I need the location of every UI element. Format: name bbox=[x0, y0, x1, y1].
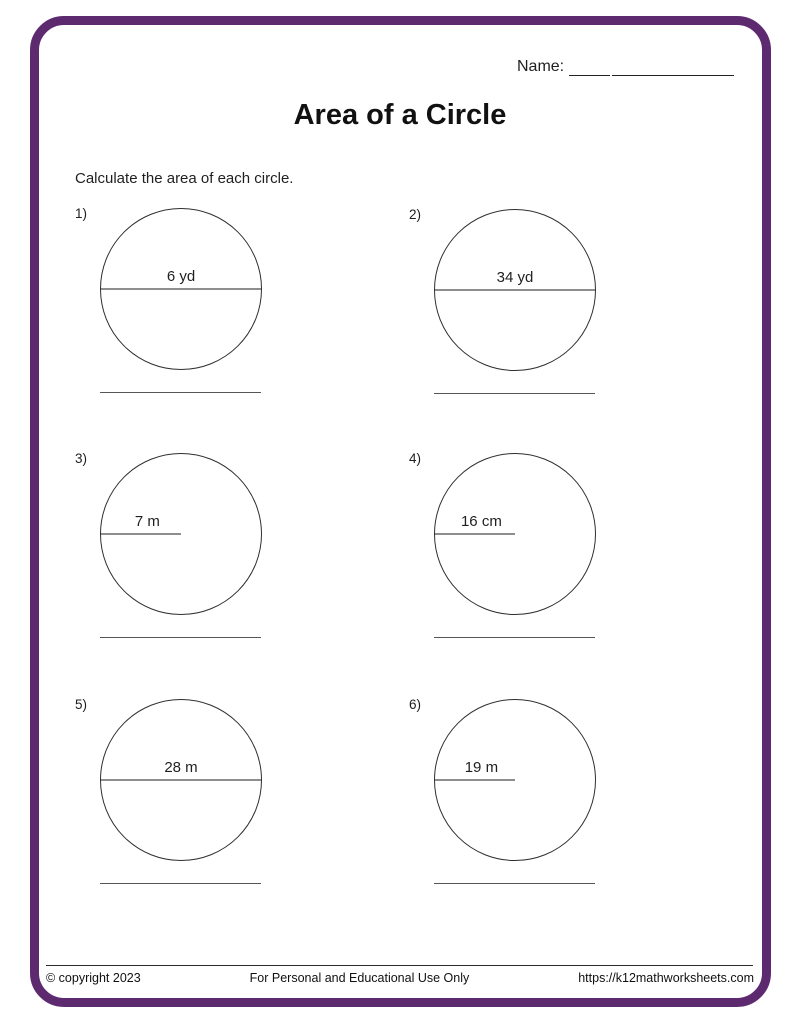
diameter-line bbox=[435, 290, 595, 291]
problem-number: 6) bbox=[409, 697, 422, 712]
problem-1 bbox=[75, 205, 275, 400]
answer-blank-line bbox=[100, 883, 261, 884]
name-field bbox=[517, 58, 734, 76]
name-blank-line bbox=[612, 58, 734, 76]
answer-blank-line bbox=[434, 393, 595, 394]
radius-line bbox=[435, 534, 515, 535]
problem-number: 3) bbox=[75, 451, 88, 466]
answer-blank-line bbox=[100, 637, 261, 638]
problem-4 bbox=[409, 450, 609, 645]
problem-number: 4) bbox=[409, 451, 422, 466]
circle-shape bbox=[100, 208, 262, 370]
problem-6 bbox=[409, 696, 609, 891]
problem-number: 1) bbox=[75, 206, 88, 221]
problem-5 bbox=[75, 696, 275, 891]
footer-separator bbox=[46, 965, 753, 966]
name-blank-line bbox=[569, 58, 610, 76]
name-label: Name: bbox=[517, 58, 565, 75]
page-title: Area of a Circle bbox=[293, 99, 507, 131]
circle-shape bbox=[100, 453, 262, 615]
diameter-line bbox=[101, 289, 261, 290]
circle-shape bbox=[434, 209, 596, 371]
measurement-label: 19 m bbox=[464, 759, 499, 776]
instruction-text: Calculate the area of each circle. bbox=[75, 170, 294, 187]
problem-number: 5) bbox=[75, 697, 88, 712]
problem-number: 2) bbox=[409, 207, 422, 222]
measurement-label: 16 cm bbox=[460, 513, 502, 530]
diameter-line bbox=[101, 780, 261, 781]
circle-shape bbox=[434, 699, 596, 861]
footer bbox=[46, 971, 754, 985]
answer-blank-line bbox=[434, 883, 595, 884]
footer-usage-note: For Personal and Educational Use Only bbox=[249, 971, 470, 985]
measurement-label: 7 m bbox=[134, 513, 160, 530]
footer-url: https://k12mathworksheets.com bbox=[578, 971, 754, 985]
radius-line bbox=[101, 534, 181, 535]
radius-line bbox=[435, 780, 515, 781]
problem-3 bbox=[75, 450, 275, 645]
answer-blank-line bbox=[100, 392, 261, 393]
measurement-label: 6 yd bbox=[166, 268, 196, 285]
measurement-label: 28 m bbox=[164, 759, 198, 776]
circle-shape bbox=[100, 699, 262, 861]
measurement-label: 34 yd bbox=[496, 269, 534, 286]
answer-blank-line bbox=[434, 637, 595, 638]
problem-2 bbox=[409, 206, 609, 401]
footer-copyright: © copyright 2023 bbox=[46, 971, 141, 985]
circle-shape bbox=[434, 453, 596, 615]
